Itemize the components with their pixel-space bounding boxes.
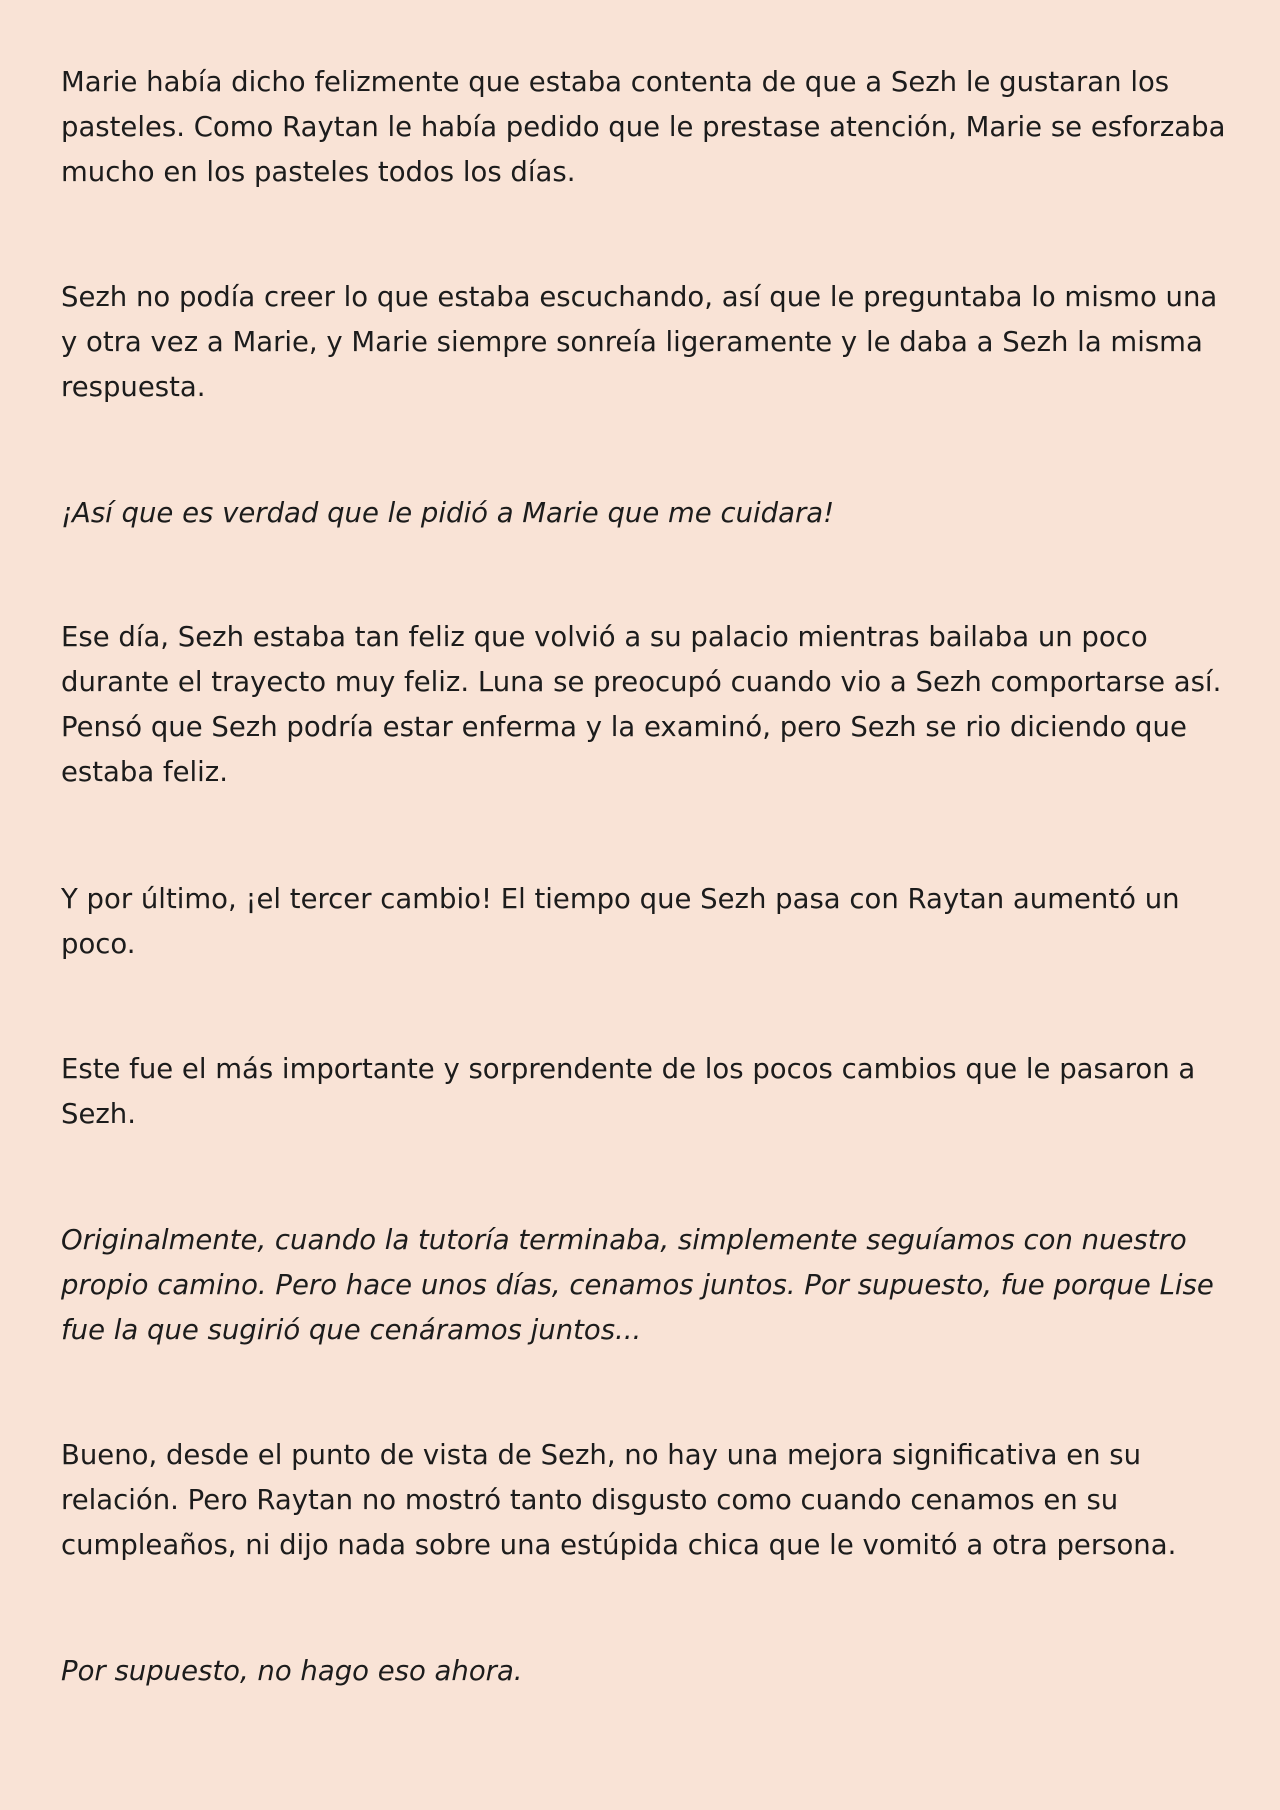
paragraph-1: Marie había dicho felizmente que estaba contenta de que a Sezh le gustaran los pasteles. Como Raytan le había pedido que le prestase atención, Marie se esforzaba mucho en los pasteles todos los días. — [61, 66, 1226, 188]
paragraph-7-thought: Originalmente, cuando la tutoría terminaba, simplemente seguíamos con nuestro propio camino. Pero hace unos días, cenamos juntos. Por supuesto, fue porque Lise fue la que sugirió que cenáramos juntos... — [61, 1224, 1214, 1346]
paragraph-4: Ese día, Sezh estaba tan feliz que volvió a su palacio mientras bailaba un poco durante el trayecto muy feliz. Luna se preocupó cuando vio a Sezh comportarse así. Pensó que Sezh podría estar enferma y la examinó, pero Sezh se rio diciendo que estaba feliz. — [61, 621, 1222, 788]
paragraph-3-thought: ¡Así que es verdad que le pidió a Marie que me cuidara! — [61, 497, 835, 529]
paragraph-2: Sezh no podía creer lo que estaba escuchando, así que le preguntaba lo mismo una y otra vez a Marie, y Marie siempre sonreía ligeramente y le daba a Sezh la misma respuesta. — [61, 281, 1218, 403]
paragraph-8: Bueno, desde el punto de vista de Sezh, no hay una mejora significativa en su relación. Pero Raytan no mostró tanto disgusto como cuando cenamos en su cumpleaños, ni dijo nada sobre una estúpida chica que le vomitó a otra persona. — [61, 1439, 1177, 1561]
paragraph-6: Este fue el más importante y sorprendente de los pocos cambios que le pasaron a Sezh. — [61, 1053, 1196, 1130]
paragraph-9-thought: Por supuesto, no hago eso ahora. — [61, 1655, 523, 1687]
paragraph-5: Y por último, ¡el tercer cambio! El tiempo que Sezh pasa con Raytan aumentó un poco. — [61, 883, 1180, 960]
